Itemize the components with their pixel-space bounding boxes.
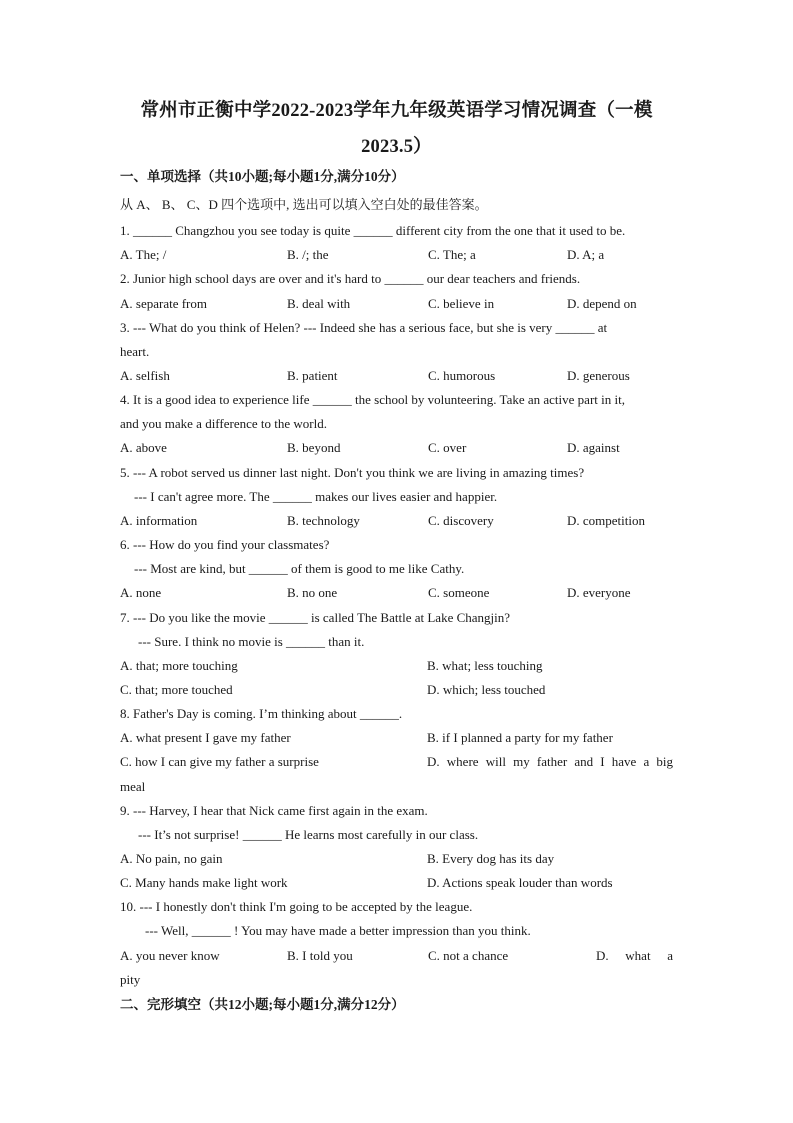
option-c: C. Many hands make light work <box>120 875 288 890</box>
option-a: A. The; / <box>120 247 167 262</box>
question-8-option-d-continued: meal <box>120 779 146 794</box>
question-7-stem: 7. --- Do you like the movie ______ is called The Battle at Lake Changjin? <box>120 610 511 625</box>
question-4-stem: 4. It is a good idea to experience life ______ the school by volunteering. Take an active part in it, <box>120 392 625 407</box>
option-c: C. believe in <box>428 296 495 311</box>
option-a: A. that; more touching <box>120 658 238 673</box>
option-a: A. you never know <box>120 948 220 963</box>
question-10-stem: 10. --- I honestly don't think I'm going to be accepted by the league. <box>120 899 473 914</box>
question-5-stem: 5. --- A robot served us dinner last night. Don't you think we are living in amazing times? <box>120 465 585 480</box>
question-2-stem: 2. Junior high school days are over and it's hard to ______ our dear teachers and friends. <box>120 271 581 286</box>
option-b: B. technology <box>287 513 360 528</box>
exam-title-line-2: 2023.5） <box>361 137 432 157</box>
option-c: C. someone <box>428 585 490 600</box>
question-3-stem: 3. --- What do you think of Helen? --- Indeed she has a serious face, but she is very ______ at <box>120 320 608 335</box>
question-6-stem-continued: --- Most are kind, but ______ of them is good to me like Cathy. <box>134 561 465 576</box>
question-6-stem: 6. --- How do you find your classmates? <box>120 537 330 552</box>
option-c: C. that; more touched <box>120 682 233 697</box>
question-9-stem: 9. --- Harvey, I hear that Nick came first again in the exam. <box>120 803 428 818</box>
question-7-stem-continued: --- Sure. I think no movie is ______ than it. <box>138 634 365 649</box>
question-3-stem-continued: heart. <box>120 344 150 359</box>
option-d: D. competition <box>567 513 645 528</box>
option-d: D. which; less touched <box>427 682 546 697</box>
option-a: A. No pain, no gain <box>120 851 223 866</box>
option-a: A. none <box>120 585 162 600</box>
option-b: B. patient <box>287 368 338 383</box>
question-1-stem: 1. ______ Changzhou you see today is quite ______ different city from the one that it used to be. <box>120 223 626 238</box>
option-b: B. I told you <box>287 948 353 963</box>
option-c: C. how I can give my father a surprise <box>120 754 319 769</box>
option-b: B. beyond <box>287 440 341 455</box>
option-c: C. The; a <box>428 247 476 262</box>
option-b: B. /; the <box>287 247 329 262</box>
option-d: D. where will my father and I have a big <box>427 754 673 769</box>
option-c: C. discovery <box>428 513 494 528</box>
section-2-heading: 二、完形填空（共12小题;每小题1分,满分12分） <box>120 997 405 1012</box>
question-5-stem-continued: --- I can't agree more. The ______ makes our lives easier and happier. <box>134 489 498 504</box>
option-d: D. everyone <box>567 585 631 600</box>
exam-title-line-1: 常州市正衡中学2022-2023学年九年级英语学习情况调查（一模 <box>140 101 653 121</box>
option-b: B. no one <box>287 585 338 600</box>
question-10-stem-continued: --- Well, ______ ! You may have made a better impression than you think. <box>145 923 531 938</box>
option-b: B. what; less touching <box>427 658 543 673</box>
option-a: A. information <box>120 513 198 528</box>
option-d: D. A; a <box>567 247 605 262</box>
option-a: A. above <box>120 440 167 455</box>
question-8-stem: 8. Father's Day is coming. I’m thinking about ______. <box>120 706 403 721</box>
option-d: D. what a <box>596 948 673 963</box>
option-c: C. humorous <box>428 368 496 383</box>
option-b: B. deal with <box>287 296 351 311</box>
question-10-option-d-continued: pity <box>120 972 141 987</box>
option-d: D. against <box>567 440 620 455</box>
option-b: B. if I planned a party for my father <box>427 730 613 745</box>
question-4-stem-continued: and you make a difference to the world. <box>120 416 327 431</box>
section-1-instruction: 从 A、 B、 C、D 四个选项中, 选出可以填入空白处的最佳答案。 <box>120 197 488 212</box>
option-a: A. separate from <box>120 296 207 311</box>
option-d: D. depend on <box>567 296 637 311</box>
option-d: D. Actions speak louder than words <box>427 875 613 890</box>
option-a: A. what present I gave my father <box>120 730 291 745</box>
section-1-heading: 一、单项选择（共10小题;每小题1分,满分10分） <box>120 169 405 184</box>
option-d: D. generous <box>567 368 630 383</box>
option-b: B. Every dog has its day <box>427 851 555 866</box>
option-a: A. selfish <box>120 368 170 383</box>
option-c: C. over <box>428 440 467 455</box>
option-c: C. not a chance <box>428 948 509 963</box>
question-9-stem-continued: --- It’s not surprise! ______ He learns most carefully in our class. <box>138 827 479 842</box>
